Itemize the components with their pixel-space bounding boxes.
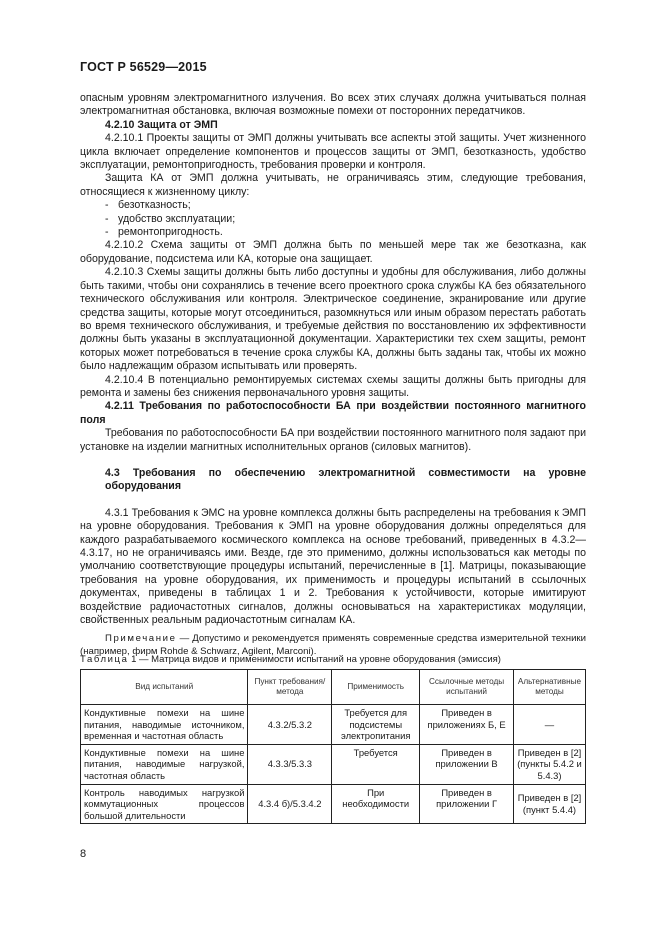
table-caption-text: 1 — Матрица видов и применимости испытаний на уровне оборудования (эмиссия) <box>128 654 501 665</box>
table-row <box>81 744 586 784</box>
table-cell: Приведен в приложении Г <box>420 784 514 824</box>
bullet-dash: - <box>105 212 109 225</box>
paragraph: Требования по работоспособности БА при воздействии постоянного магнитного поля задают при установке на изделии магнитных исполнительных органов (силовых магнитов). <box>80 427 586 453</box>
document-header: ГОСТ Р 56529—2015 <box>80 60 207 74</box>
list-item <box>80 213 586 226</box>
table-cell: Контроль наводимых нагрузкой коммутационных процессов большой длительности <box>81 784 248 824</box>
table-cell: 4.3.4 б)/5.3.4.2 <box>248 784 332 824</box>
column-header: Применимость <box>332 670 420 705</box>
paragraph: 4.3.1 Требования к ЭМС на уровне комплекса должны быть распределены на требования к ЭМП на уровне оборудования. Требования к ЭМП на уровне оборудования должны определяться для каждого разрабатываемого космического комплекса на основе требований, приведенных в 4.3.2—4.3.17, но не ограничиваясь ими. Везде, где это применимо, должны использоваться как методы по умолчанию соответствующие процедуры испытаний, перечисленные в [1]. Матрицы, показывающие требования на уровне оборудования, их применимость и процедуры испытаний в ссылочных документах, приведены в таблицах 1 и 2. Требования к устойчивости, которые имитируют воздействие радиочастотных сигналов, должны основываться на характеристиках модуляции, свойственных реальным радиочастотным сигналам КА. <box>80 506 586 627</box>
paragraph: 4.2.10.3 Схемы защиты должны быть либо доступны и удобны для обслуживания, либо должны быть такими, чтобы они сохранялись в течение всего проектного срока службы КА без обязательного технического обслуживания или контроля. Электрическое соединение, экранирование или другие средства защиты, которые могут отсоединиться, разомкнуться или иным образом перестать работать во время технического обслуживания, и требуемые действия по восстановлению их эффективности должны быть указаны в эксплуатационной документации. Характеристики тех схем защиты, ремонт которых может потребоваться в течение срока службы КА, должны быть заданы так, чтобы их можно было надлежащим образом испытывать или проверять. <box>80 266 586 373</box>
table-header-row <box>81 670 586 705</box>
bullet-dash: - <box>105 199 109 212</box>
table-cell: Приведен в [2] (пункты 5.4.2 и 5.4.3) <box>513 744 585 784</box>
table-cell: Приведен в приложении В <box>420 744 514 784</box>
paragraph: 4.2.10.2 Схема защиты от ЭМП должна быть по меньшей мере так же безотказна, как оборудование, подсистема или КА, которые она защищает. <box>80 239 586 265</box>
column-header: Пункт требования/ метода <box>248 670 332 705</box>
table-cell: Кондуктивные помехи на шине питания, наводимые нагрузкой, частотная область <box>81 744 248 784</box>
section-heading: 4.3 Требования по обеспечению электромагнитной совместимости на уровне оборудования <box>105 466 586 493</box>
table-row <box>81 784 586 824</box>
paragraph: опасным уровням электромагнитного излучения. Во всех этих случаях должна учитываться полная электромагнитная обстановка, включая возможные помехи от посторонних передатчиков. <box>80 92 586 118</box>
bullet-dash: - <box>105 226 109 239</box>
document-body <box>80 92 586 659</box>
table-cell: 4.3.2/5.3.2 <box>248 705 332 745</box>
list-item <box>80 226 586 239</box>
list-item-text: безотказность; <box>118 199 191 212</box>
table-cell: — <box>513 705 585 745</box>
table-cell: Требуется <box>332 744 420 784</box>
table-cell: Требуется для подсистемы электропитания <box>332 705 420 745</box>
table-caption <box>80 654 501 665</box>
paragraph: Защита КА от ЭМП должна учитывать, не ограничиваясь этим, следующие требования, относящиеся к жизненному циклу: <box>80 172 586 198</box>
list-item-text: ремонтопригодность. <box>118 226 223 239</box>
table-cell: Приведен в приложениях Б, Е <box>420 705 514 745</box>
note-text: — Допустимо и рекомендуется применять современные средства измерительной техники (например, фирм Rohde & Schwarz, Agilent, Marconi). <box>80 633 586 658</box>
spacer <box>80 494 586 507</box>
paragraph: 4.2.10.4 В потенциально ремонтируемых системах схемы защиты должны быть пригодны для ремонта и замены без снижения первоначального уровня защиты. <box>80 373 586 399</box>
table-cell: При необходимости <box>332 784 420 824</box>
column-header: Альтернативные методы <box>513 670 585 705</box>
column-header: Ссылочные методы испытаний <box>420 670 514 705</box>
table-cell: 4.3.3/5.3.3 <box>248 744 332 784</box>
table-cell: Приведен в [2] (пункт 5.4.4) <box>513 784 585 824</box>
table-cell: Кондуктивные помехи на шине питания, наводимые источником, временная и частотная область <box>81 705 248 745</box>
section-heading: 4.2.11 Требования по работоспособности БА при воздействии постоянного магнитного поля <box>80 400 586 426</box>
section-heading: 4.2.10 Защита от ЭМП <box>105 118 218 131</box>
list-item-text: удобство эксплуатации; <box>118 212 236 225</box>
table-caption-label: Таблица <box>80 654 129 665</box>
note-label: Примечание <box>105 633 177 645</box>
table-row <box>81 705 586 745</box>
column-header: Вид испытаний <box>81 670 248 705</box>
spacer <box>80 454 586 467</box>
page-number: 8 <box>80 848 87 860</box>
emission-test-matrix-table <box>80 669 586 824</box>
list-item <box>80 199 586 212</box>
paragraph: 4.2.10.1 Проекты защиты от ЭМП должны учитывать все аспекты этой защиты. Учет жизненного цикла включает определение компонентов и процессов защиты от ЭМП, безотказность, удобство эксплуатации, ремонтопригодность, требования проверки и контроля. <box>80 132 586 172</box>
